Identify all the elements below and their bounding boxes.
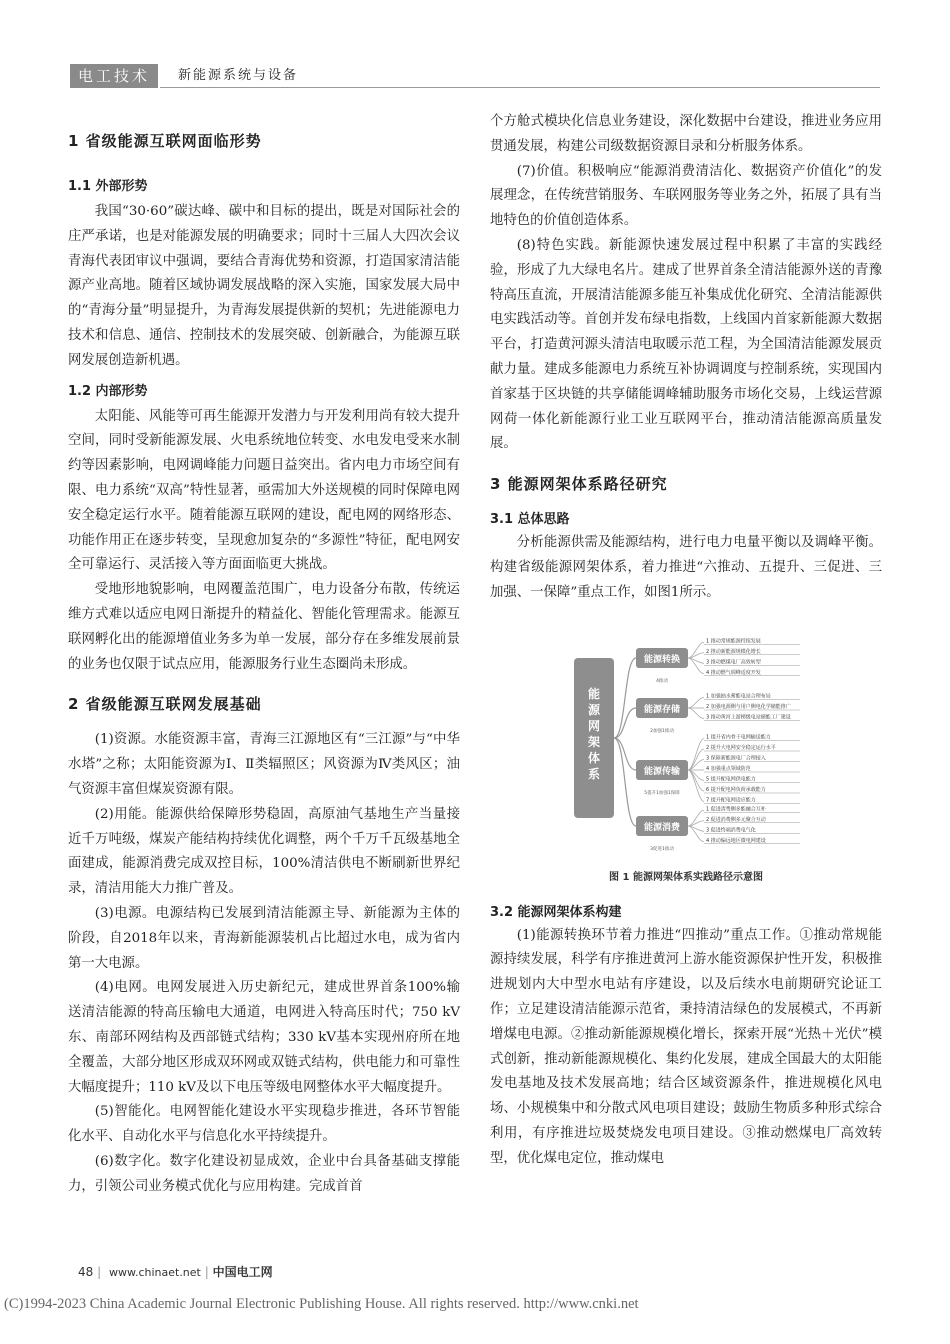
mindmap-item-label: 2 推动新能源规模化增长 — [706, 648, 761, 655]
mindmap-item-label: 3 推动燃煤电厂高效转型 — [706, 658, 761, 665]
paragraph: 太阳能、风能等可再生能源开发潜力与开发利用尚有较大提升空间，同时受新能源发展、火电系统地位转变、水电发电受来水制约等因素影响，电网调峰能力问题日益突出。省内电力市场空间有限、电力系统“双高”特性显著，亟需加大外送规模的同时保障电网安全稳定运行水平。随着能源互联网的建设，配电网的网络形态、功能作用正在逐步转变，呈现愈加复杂的“多源性”特征，配电网安全可靠运行、灵活接入等方面面临更大挑战。 — [68, 408, 460, 573]
section-3-heading: 3 能源网架体系路径研究 — [490, 475, 668, 494]
mindmap-item-label: 3 保障新能源电厂合理接入 — [706, 755, 766, 762]
mindmap-item-label: 1 加强抽水蓄能电站合理布局 — [706, 693, 771, 700]
header-rule — [160, 87, 880, 88]
mindmap-item-label: 6 提升配电网负荷承载能力 — [706, 786, 766, 793]
subsection-3-1-heading: 3.1 总体思路 — [490, 512, 570, 528]
mindmap-branch-label: 能源传输 — [643, 766, 681, 777]
mindmap-item-label: 2 促进消费侧多元聚合互动 — [706, 816, 766, 823]
mindmap-item-label: 3 推动黄河上游梯级电站储能工厂建设 — [706, 714, 791, 721]
paragraph: (8)特色实践。新能源快速发展过程中积累了丰富的实践经验，形成了九大绿电名片。建成了世界首条全清洁能源外送的青豫特高压直流，开展清洁能源多能互补集成优化研究、全清洁能源供电实践活动等。首创并发布绿电指数，上线国内首家新能源大数据平台，打造黄河源头清洁电取暖示范工程，为全国清洁能源发展贡献力量。建成多能源电力系统互补协调调度与控制系统，实现国内首家基于区块链的共享储能调峰辅助服务市场化交易，上线运营源网荷一体化新能源行业工业互联网平台，推动清洁能源高质量发展。 — [490, 237, 882, 452]
paragraph: 分析能源供需及能源结构，进行电力电量平衡以及调峰平衡。构建省级能源网架体系，着力推进“六推动、五提升、三促进、三加强、一保障”重点工作，如图1所示。 — [490, 535, 882, 600]
mindmap-item-label: 7 提升配电网适应能力 — [706, 797, 756, 804]
mindmap-item-connector — [688, 708, 704, 719]
figure-1-caption: 图 1 能源网架体系实践路径示意图 — [609, 871, 763, 883]
mindmap-root-label: 体 — [587, 750, 601, 765]
journal-section-tag: 电工技术 — [70, 64, 158, 88]
paragraph: (3)电源。电源结构已发展到清洁能源主导、新能源为主体的阶段，自2018年以来，青海新能源装机占比超过水电，成为省内第一大电源。 — [68, 905, 460, 971]
paragraph: (5)智能化。电网智能化建设水平实现稳步推进，各环节智能化水平、自动化水平与信息化水平持续提升。 — [68, 1104, 460, 1145]
mindmap-item-connector — [688, 749, 704, 770]
mindmap-connector — [614, 738, 636, 770]
mindmap-item-label: 4 加强重点领域防范 — [706, 765, 751, 772]
section-2-heading: 2 省级能源互联网发展基础 — [68, 695, 262, 714]
mindmap-branch-label: 能源消费 — [643, 822, 681, 833]
left-column — [68, 110, 460, 1249]
paragraph: (4)电网。电网发展进入历史新纪元，建成世界首条100%输送清洁能源的特高压输电大通道，电网进入特高压时代；750 kV东、南部环网结构及西部链式结构；330 kV基本实现州府所在地全覆盖，大部分地区形成双环网或双链式结构，供电能力和可靠性大幅度提升；110 kV及以下电压等级电网整体水平大幅度提升。 — [68, 980, 460, 1095]
copyright-line: (C)1994-2023 China Academic Journal Electronic Publishing House. All rights reserved. http://www.cnki.net — [4, 1296, 639, 1312]
paragraph: (6)数字化。数字化建设初显成效，企业中台具备基础支撑能力，引领公司业务模式优化与应用构建。完成首首 — [68, 1153, 460, 1194]
right-column — [490, 110, 882, 1172]
mindmap-item-label: 2 提升大电网安全稳定运行水平 — [706, 744, 776, 751]
mindmap-root-label: 能 — [587, 686, 601, 701]
page-number: 48 — [78, 1265, 94, 1279]
mindmap-branch-note: 3促进1推动 — [650, 846, 674, 852]
mindmap-item-label: 5 提升配电网供电能力 — [706, 776, 756, 783]
column-subtitle: 新能源系统与设备 — [178, 68, 299, 83]
mindmap-branch-note: 2加强1推动 — [650, 728, 674, 734]
paragraph: (1)能源转换环节着力推进“四推动”重点工作。①推动常规能源持续发展，科学有序推进黄河上游水能资源保护性开发，积极推进规划内大中型水电站有序建设，以及后续水电前期研究论证工作；立足建设清洁能源示范省，秉持清洁绿色的发展模式，不再新增煤电电源。②推动新能源规模化增长，探索开展“光热＋光伏”模式创新，推动新能源规模化、集约化发展，建成全国最大的太阳能发电基地及技术发展高地；结合区域资源条件，推进规模化风电场、小规模集中和分散式风电项目建设；鼓励生物质多种形式综合利用，有序推进垃圾焚烧发电项目建设。③推动燃煤电厂高效转型，优化煤电定位，推动煤电 — [490, 927, 882, 1166]
section-1-heading: 1 省级能源互联网面临形势 — [68, 132, 262, 150]
mindmap-item-label: 4 推动偏远地区微电网建设 — [706, 837, 766, 844]
page-footer: 48 | www.chinaet.net | 中国电工网 — [78, 1265, 273, 1279]
mindmap-item-label: 3 促进终端消费电气化 — [706, 826, 756, 833]
mindmap-connector — [614, 658, 636, 738]
mindmap-root-label: 网 — [587, 718, 601, 733]
figure-1-mindmap — [490, 620, 882, 860]
paragraph: (2)用能。能源供给保障形势稳固，高原油气基地生产当量接近千万吨级，煤炭产能结构持续优化调整，两个千万千瓦级基地全面建成，能源消费完成双控目标，100%清洁供电不断刷新世界纪录，清洁用能大力推广普及。 — [68, 806, 460, 897]
subsection-3-2-heading: 3.2 能源网架体系构建 — [490, 904, 622, 920]
mindmap-branch-note: 5提升1加强1保障 — [644, 790, 680, 796]
mindmap-item-label: 1 提升省内骨干电网输送能力 — [706, 734, 771, 741]
mindmap-item-connector — [688, 770, 704, 791]
mindmap-root-label: 系 — [587, 766, 601, 781]
footer-brand: 中国电工网 — [212, 1265, 273, 1279]
mindmap-item-label: 2 加强电源侧与用户侧电化学储能推广 — [706, 703, 791, 710]
mindmap-branch-label: 能源转换 — [643, 654, 681, 665]
footer-url: www.chinaet.net — [108, 1266, 201, 1279]
mindmap-root-label: 源 — [587, 702, 601, 717]
mindmap-root-label: 架 — [587, 734, 601, 749]
paragraph: 受地形地貌影响，电网覆盖范围广，电力设备分布散，传统运维方式难以适应电网日渐提升的精益化、智能化管理需求。能源互联网孵化出的能源增值业务多为单一发展，部分存在多维发展前景的业务也仅限于试点应用，能源服务行业生态圈尚未形成。 — [68, 582, 460, 672]
subsection-1-2-heading: 1.2 内部形势 — [68, 383, 148, 399]
mindmap-item-label: 1 促进清费侧多能融合互补 — [706, 805, 766, 812]
mindmap-connector — [614, 708, 636, 738]
mindmap-connector — [614, 738, 636, 826]
mindmap-branch-label: 能源存储 — [643, 704, 681, 715]
paragraph-continued: 个方舱式模块化信息业务建设，深化数据中台建设，推进业务应用贯通发展，构建公司级数据资源目录和分析服务体系。 — [490, 114, 882, 154]
paragraph: 我国“30·60”碳达峰、碳中和目标的提出，既是对国际社会的庄严承诺，也是对能源发展的明确要求；同时十三届人大四次会议青海代表团审议中强调，要结合青海优势和资源，打造国家清洁能源产业高地。随着区域协调发展战略的深入实施，国家发展大局中的“青海分量”明显提升，为青海发展提供新的契机；先进能源电力技术和信息、通信、控制技术的发展突破、创新融合，为能源互联网发展创造新机遇。 — [68, 204, 460, 368]
mindmap-item-label: 1 推动常规能源持续发展 — [706, 637, 761, 644]
paragraph: (7)价值。积极响应“能源消费清洁化、数据资产价值化”的发展理念，在传统营销服务、车联网服务等业务之外，拓展了具有当地特色的价值创造体系。 — [490, 163, 882, 229]
mindmap-branch-note: 4推动 — [656, 678, 668, 684]
subsection-1-1-heading: 1.1 外部形势 — [68, 179, 148, 194]
mindmap-item-label: 4 推动燃气调峰适度开发 — [706, 669, 761, 676]
paragraph: (1)资源。水能资源丰富，青海三江源地区有“三江源”与“中华水塔”之称；太阳能资源为Ⅰ、Ⅱ类辐照区；风资源为Ⅳ类风区；油气资源丰富但煤炭资源有限。 — [68, 732, 460, 797]
mindmap-item-connector — [688, 697, 704, 708]
